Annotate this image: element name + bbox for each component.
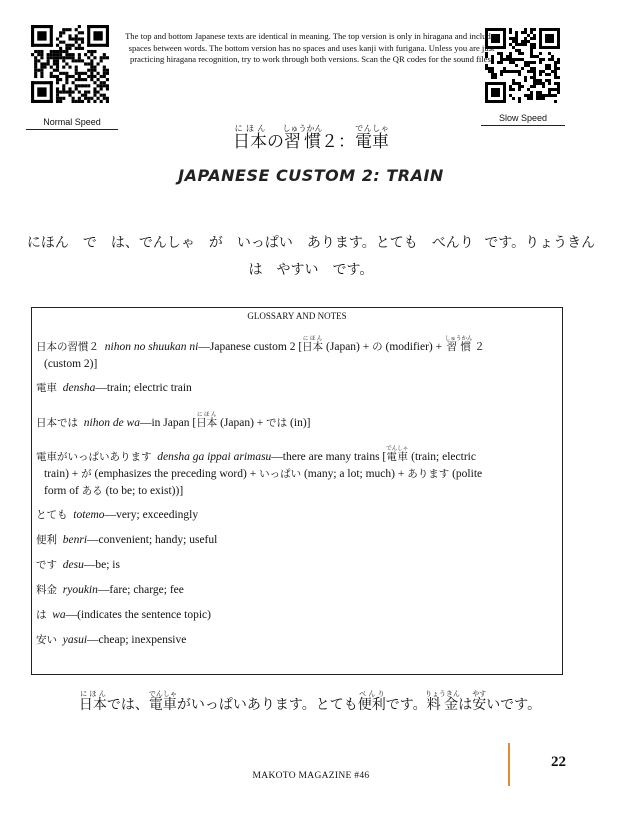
qr-code-normal-speed[interactable] — [31, 25, 109, 103]
glossary-entry: 電車 densha—train; electric train — [36, 382, 192, 394]
glossary-entry: 日本では nihon de wa—in Japan [日本にほん (Japan) + では (in)] — [36, 412, 311, 429]
glossary-entry: 安い yasui—cheap; inexpensive — [36, 634, 187, 646]
qr-label-normal-speed: Normal Speed — [26, 117, 118, 130]
glossary-entry: 電車がいっぱいあります densha ga ippai arimasu—there are many trains [電車でんしゃ (train; electric train) + が (emphasizes the preceding word) + いっぱい (many; a lot; much) + あります (polite form of ある (to be; to exist))] — [36, 446, 483, 497]
qr-code-icon — [31, 25, 109, 103]
kanji-text: 日本にほんでは、電車でんしゃがいっぱいあります。とても便利べんりです。料金りょうきんは安やすいです。 — [78, 690, 542, 713]
english-title: JAPANESE CUSTOM 2: TRAIN — [178, 166, 444, 185]
glossary-entry: 便利 benri—convenient; handy; useful — [36, 534, 218, 546]
page-accent-bar — [508, 743, 510, 786]
glossary-heading: GLOSSARY AND NOTES — [247, 311, 347, 321]
intro-text: The top and bottom Japanese texts are identical in meaning. The top version is only in hiragana and includes spaces between words. The bottom version has no spaces and uses kanji with furigana. Unless you are just practicing hiragana recognition, try to work through both versions. Scan the QR codes for the sound files. — [125, 31, 498, 65]
hiragana-text: にほん で は、でんしゃ が いっぱい あります。とても べんり です。りょうきん は やすい です。 — [26, 235, 610, 278]
glossary-entry: は wa—(indicates the sentence topic) — [36, 609, 211, 621]
glossary-entry: 料金 ryoukin—fare; charge; fee — [36, 584, 184, 596]
glossary-entry: とても totemo—very; exceedingly — [36, 509, 199, 521]
glossary-entry: です desu—be; is — [36, 559, 120, 571]
glossary-entry: 日本の習慣２ nihon no shuukan ni—Japanese custom 2 [日本にほん (Japan) + の (modifier) + 習慣しゅうかん ２ (custom 2)] — [36, 336, 485, 370]
glossary-box — [31, 307, 563, 675]
qr-label-slow-speed: Slow Speed — [481, 113, 565, 126]
japanese-title: 日本にほんの習慣しゅうかん２：電車でんしゃ — [233, 124, 389, 152]
magazine-footer: MAKOTO MAGAZINE #46 — [252, 771, 370, 781]
page-number: 22 — [551, 754, 566, 770]
